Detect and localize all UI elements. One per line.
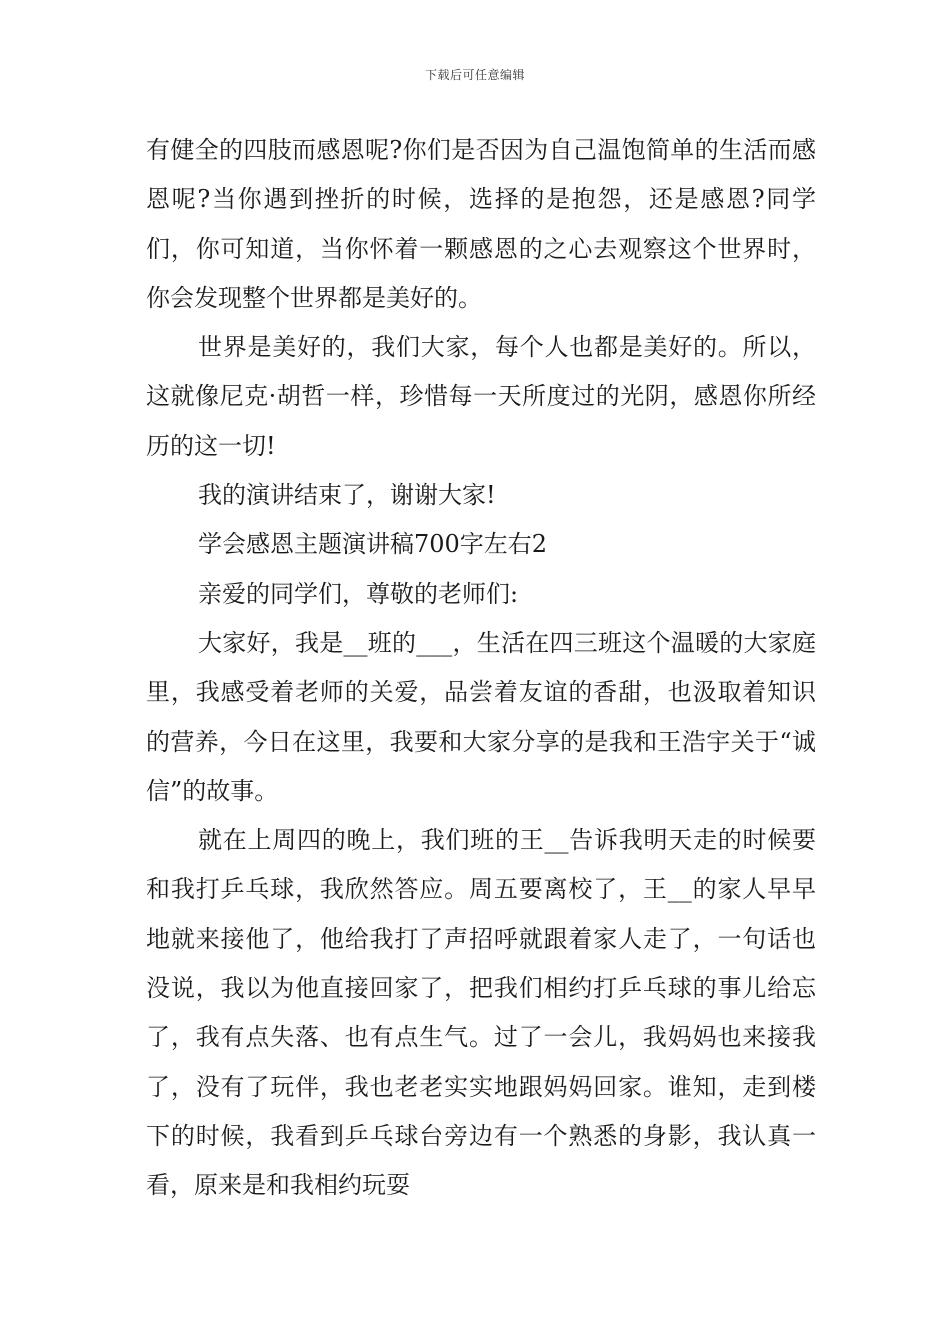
page-header-note: 下载后可任意编辑 bbox=[424, 68, 525, 82]
document-body bbox=[146, 126, 816, 1211]
paragraph-7: 就在上周四的晚上，我们班的王__告诉我明天走的时候要和我打乒乓球，我欣然答应。周五要离校了，王__的家人早早地就来接他了，他给我打了声招呼就跟着家人走了，一句话也没说，我以为他直接回家了，把我们相约打乒乓球的事儿给忘了，我有点失落、也有点生气。过了一会儿，我妈妈也来接我了，没有了玩伴，我也老老实实地跟妈妈回家。谁知，走到楼下的时候，我看到乒乓球台旁边有一个熟悉的身影，我认真一看，原来是和我相约玩耍 bbox=[146, 826, 816, 1200]
section-title: 学会感恩主题演讲稿700字左右2 bbox=[198, 530, 548, 559]
paragraph-1: 有健全的四肢而感恩呢?你们是否因为自己温饱简单的生活而感恩呢?当你遇到挫折的时候，选择的是抱怨，还是感恩?同学们，你可知道，当你怀着一颗感恩的之心去观察这个世界时，你会发现整个世界都是美好的。 bbox=[146, 136, 816, 312]
salutation: 亲爱的同学们，尊敬的老师们: bbox=[198, 579, 519, 608]
paragraph-6: 大家好，我是__班的___，生活在四三班这个温暖的大家庭里，我感受着老师的关爱，品尝着友谊的香甜，也汲取着知识的营养，今日在这里，我要和大家分享的是我和王浩宇关于“诚信”的故事。 bbox=[146, 628, 816, 805]
paragraph-2: 世界是美好的，我们大家，每个人也都是美好的。所以，这就像尼克·胡哲一样，珍惜每一天所度过的光阴，感恩你所经历的这一切! bbox=[146, 333, 816, 460]
paragraph-3: 我的演讲结束了，谢谢大家! bbox=[198, 481, 496, 510]
